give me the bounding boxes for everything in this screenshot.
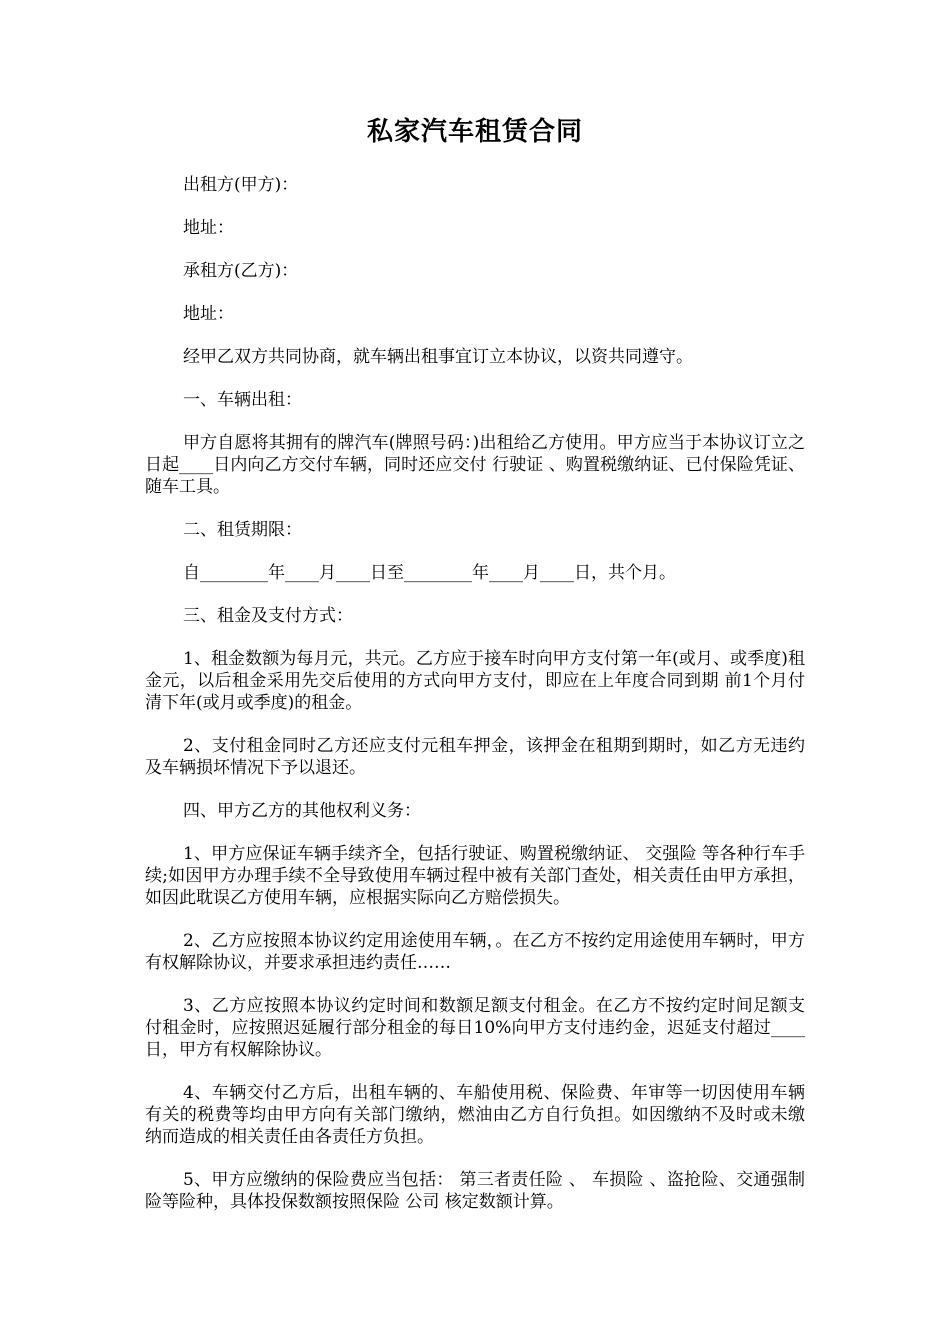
paragraph-obligation-4: 4、车辆交付乙方后，出租车辆的、车船使用税、保险费、年审等一切因使用车辆有关的税费等均由甲方向有关部门缴纳，燃油由乙方自行负担。如因缴纳不及时或未缴纳而造成的相关责任由各责任方负担。 [145,1083,805,1147]
paragraph-obligation-1: 1、甲方应保证车辆手续齐全，包括行驶证、购置税缴纳证、 交强险 等各种行车手续;如因甲方办理手续不全导致使用车辆过程中被有关部门查处，相关责任由甲方承担，如因此耽误乙方使用车辆，应根据实际向乙方赔偿损失。 [145,844,805,908]
section-heading-lease-term: 二、租赁期限： [183,520,302,540]
paragraph-lessee-address: 地址： [183,304,234,324]
document-title: 私家汽车租赁合同 [366,117,583,147]
paragraph-lessor-address: 地址： [183,218,234,238]
paragraph-lease-term: 自________年____月____日至________年____月____日，共个月。 [183,563,676,583]
section-heading-rent-payment: 三、租金及支付方式： [183,606,353,626]
paragraph-deposit: 2、支付租金同时乙方还应支付元租车押金，该押金在租期到期时，如乙方无违约及车辆损坏情况下予以退还。 [145,736,805,778]
paragraph-obligation-3: 3、乙方应按照本协议约定时间和数额足额支付租金。在乙方不按约定时间足额支付租金时，应按照迟延履行部分租金的每日10%向甲方支付违约金，迟延支付超过____日，甲方有权解除协议。 [145,996,805,1060]
section-heading-rights-obligations: 四、甲方乙方的其他权利义务： [183,801,421,821]
paragraph-vehicle-rental: 甲方自愿将其拥有的牌汽车(牌照号码：)出租给乙方使用。甲方应当于本协议订立之日起____日内向乙方交付车辆，同时还应交付 行驶证 、购置税缴纳证、已付保险凭证、随车工具。 [145,433,805,497]
section-heading-vehicle-rental: 一、车辆出租： [183,390,302,410]
paragraph-lessor: 出租方(甲方)： [183,175,299,195]
paragraph-obligation-5: 5、甲方应缴纳的保险费应当包括： 第三者责任险 、 车损险 、盗抢险、交通强制险等险种，具体投保数额按照保险 公司 核定数额计算。 [145,1170,805,1212]
paragraph-obligation-2: 2、乙方应按照本协议约定用途使用车辆，。在乙方不按约定用途使用车辆时，甲方有权解除协议，并要求承担违约责任…… [145,931,805,973]
paragraph-preamble: 经甲乙双方共同协商，就车辆出租事宜订立本协议，以资共同遵守。 [183,347,693,367]
paragraph-rent-amount: 1、租金数额为每月元，共元。乙方应于接车时向甲方支付第一年(或月、或季度)租金元，以后租金采用先交后使用的方式向甲方支付，即应在上年度合同到期 前1个月付清下年(或月或季度)的租金。 [145,649,805,713]
contract-page [145,112,805,1234]
paragraph-lessee: 承租方(乙方)： [183,261,299,281]
